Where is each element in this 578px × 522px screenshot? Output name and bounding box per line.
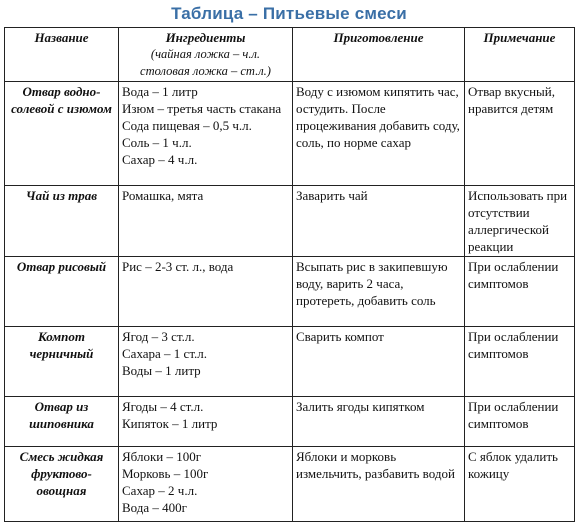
note-cell: При ослаблении симптомов	[465, 327, 575, 397]
note-cell: При ослаблении симптомов	[465, 397, 575, 447]
header-ingredients-label: Ингредиенты	[165, 30, 246, 45]
header-ingredients	[119, 28, 293, 82]
preparation-cell: Яблоки и морковь измельчить, разбавить водой	[293, 447, 465, 522]
table-row	[5, 82, 575, 186]
preparation-cell: Заварить чай	[293, 186, 465, 257]
drink-name-cell: Смесь жидкая фруктово-овощная	[5, 447, 119, 522]
note-cell: Отвар вкусный, нравится детям	[465, 82, 575, 186]
ingredients-cell	[119, 186, 293, 257]
preparation-cell: Воду с изюмом кипятить час, остудить. После процеживания добавить соду, соль, по норме сахар	[293, 82, 465, 186]
drink-name-cell: Отвар рисовый	[5, 257, 119, 327]
drink-name-cell: Компот черничный	[5, 327, 119, 397]
ingredient-line: Соль – 1 ч.л.	[122, 135, 192, 150]
header-note: Примечание	[465, 28, 575, 82]
drink-name-cell: Отвар из шиповника	[5, 397, 119, 447]
drink-name-cell: Отвар водно-солевой с изюмом	[5, 82, 119, 186]
header-name: Название	[5, 28, 119, 82]
table-header-row	[5, 28, 575, 82]
ingredients-cell	[119, 327, 293, 397]
ingredient-line: Сахар – 2 ч.л.	[122, 483, 198, 498]
ingredients-cell	[119, 447, 293, 522]
ingredient-line: Яблоки – 100г	[122, 449, 202, 464]
note-cell: При ослаблении симптомов	[465, 257, 575, 327]
table-row	[5, 397, 575, 447]
ingredient-line: Вода – 1 литр	[122, 84, 198, 99]
ingredient-line: Ромашка, мята	[122, 188, 204, 203]
ingredient-line: Ягод – 3 ст.л.	[122, 329, 195, 344]
table-row	[5, 257, 575, 327]
ingredients-cell	[119, 82, 293, 186]
ingredient-line: Морковь – 100г	[122, 466, 209, 481]
ingredient-line: Сахара – 1 ст.л.	[122, 346, 208, 361]
ingredient-line: Рис – 2-3 ст. л., вода	[122, 259, 234, 274]
page-title: Таблица – Питьевые смеси	[171, 4, 407, 23]
ingredient-line: Кипяток – 1 литр	[122, 416, 218, 431]
drink-mixtures-table	[4, 27, 575, 522]
preparation-cell: Залить ягоды кипятком	[293, 397, 465, 447]
header-preparation: Приготовление	[293, 28, 465, 82]
ingredient-line: Воды – 1 литр	[122, 363, 201, 378]
drink-name-cell: Чай из трав	[5, 186, 119, 257]
ingredient-line: Вода – 400г	[122, 500, 188, 515]
preparation-cell: Всыпать рис в закипевшую воду, варить 2 часа, протереть, добавить соль	[293, 257, 465, 327]
table-row	[5, 327, 575, 397]
note-cell: С яблок удалить кожицу	[465, 447, 575, 522]
table-row	[5, 447, 575, 522]
preparation-cell: Сварить компот	[293, 327, 465, 397]
note-cell: Использовать при отсутствии аллергической реакции	[465, 186, 575, 257]
ingredient-line: Сода пищевая – 0,5 ч.л.	[122, 118, 252, 133]
ingredients-cell	[119, 397, 293, 447]
ingredient-line: Ягоды – 4 ст.л.	[122, 399, 204, 414]
header-ingredients-note-1: (чайная ложка – ч.л.	[150, 47, 261, 61]
table-row	[5, 186, 575, 257]
ingredients-cell	[119, 257, 293, 327]
ingredient-line: Сахар – 4 ч.л.	[122, 152, 198, 167]
ingredient-line: Изюм – третья часть стакана	[122, 101, 282, 116]
header-ingredients-note-2: столовая ложка – ст.л.)	[140, 64, 271, 78]
